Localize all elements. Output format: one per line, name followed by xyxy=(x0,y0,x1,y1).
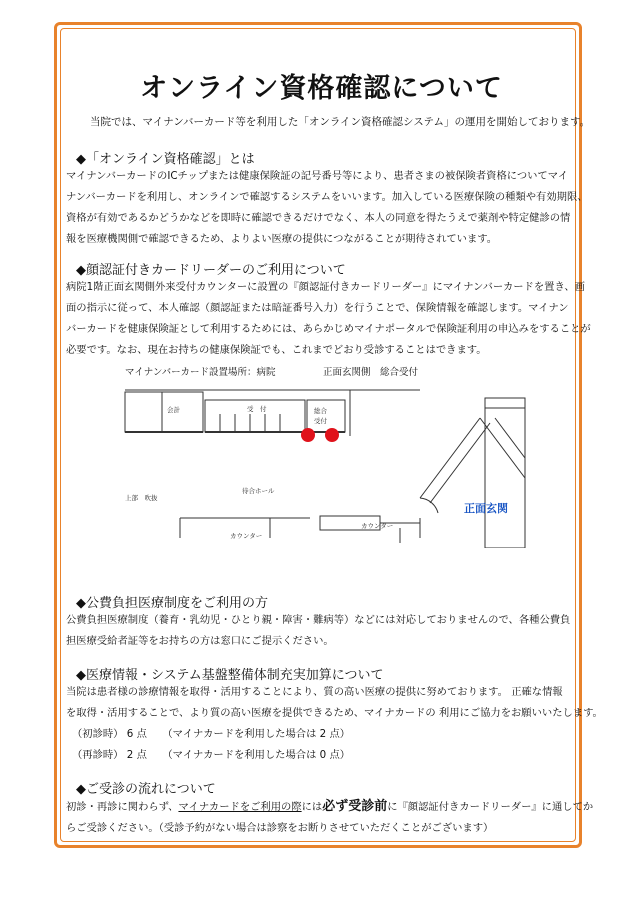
map-label-lobby: 上部 吹抜 xyxy=(125,494,158,502)
body-public xyxy=(66,610,576,652)
map-caption: マイナンバーカード設置場所：病院 正面玄関側 総合受付 xyxy=(125,367,418,378)
floor-map xyxy=(120,378,540,548)
about-line: ナンバーカードを利用し、オンラインで確認するシステムをいいます。加入している医療保険の種類や有効期限、 xyxy=(66,191,588,203)
fee-line: （再診時） 2 点 （マイナカードを利用した場合は 0 点） xyxy=(72,749,351,761)
flow-emphasis: 必ず受診前 xyxy=(322,799,388,814)
about-line: 報を医療機関側で確認できるため、よりよい医療の提供につながることが期待されています。 xyxy=(66,233,498,245)
heading-about: ◆「オンライン資格確認」とは xyxy=(76,152,255,167)
page-title: オンライン資格確認について xyxy=(140,73,503,104)
heading-fee: ◆医療情報・システム基盤整備体制充実加算について xyxy=(76,668,384,683)
intro-text: 当院では、マイナンバーカード等を利用した「オンライン資格確認システム」の運用を開始しております。 xyxy=(90,116,591,128)
reader-line: 必要です。なお、現在お持ちの健康保険証でも、これまでどおり受診することはできます。 xyxy=(66,344,487,356)
map-label-counter1: カウンター xyxy=(230,532,263,540)
public-line: 担医療受給者証等をお持ちの方は窓口にご提示ください。 xyxy=(66,635,334,647)
fee-line: 当院は患者様の診療情報を取得・活用することにより、質の高い医療の提供に努めております。 正確な情報 xyxy=(66,686,563,698)
flow-line-2: らご受診ください。（受診予約がない場合は診察をお断りさせていただくことがございます） xyxy=(66,822,494,834)
heading-reader: ◆顔認証付きカードリーダーのご利用について xyxy=(76,263,346,278)
reader-marker xyxy=(301,428,315,442)
public-line: 公費負担医療制度（養育・乳幼児・ひとり親・障害・難病等）などには対応しておりませんので、各種公費負 xyxy=(66,614,571,626)
map-label-entrance: 正面玄関 xyxy=(464,502,508,515)
map-label-sougou2: 受付 xyxy=(314,417,327,425)
about-line: 資格が有効であるかどうかなどを即時に確認できるだけでなく、本人の同意を得たうえで薬剤や特定健診の情 xyxy=(66,212,571,224)
body-reader xyxy=(66,277,591,361)
flow-text: 初診・再診に関わらず、 xyxy=(66,801,179,813)
map-label-sougou1: 総合 xyxy=(314,407,327,415)
reader-line: 病院1階正面玄関側外来受付カウンターに設置の『顔認証付きカードリーダー』にマイナンバーカードを置き、画 xyxy=(66,281,585,293)
map-label-uketsuke: 受 付 xyxy=(247,405,267,413)
fee-line: （初診時） 6 点 （マイナカードを利用した場合は 2 点） xyxy=(72,728,351,740)
about-line: マイナンバーカードのICチップまたは健康保険証の記号番号等により、患者さまの被保険者資格についてマイ xyxy=(66,170,569,182)
body-flow xyxy=(66,796,594,839)
map-label-machiai: 待合ホール xyxy=(242,487,275,495)
fee-line: を取得・活用することで、より質の高い医療を提供できるため、マイナカードの 利用にご協力をお願いいたします。 xyxy=(66,707,603,719)
body-about xyxy=(66,166,588,250)
flow-line-1 xyxy=(66,796,594,818)
flow-underline: マイナカードをご利用の際 xyxy=(178,801,302,813)
reader-marker xyxy=(325,428,339,442)
reader-line: バーカードを健康保険証として利用するためには、あらかじめマイナポータルで保険証利用の申込みをすることが xyxy=(66,323,591,335)
heading-public: ◆公費負担医療制度をご利用の方 xyxy=(76,596,268,611)
flow-text: には xyxy=(301,801,323,813)
heading-flow: ◆ご受診の流れについて xyxy=(76,782,216,797)
map-label-kaikei: 会計 xyxy=(167,406,180,414)
body-fee xyxy=(66,682,603,766)
reader-line: 面の指示に従って、本人確認（顔認証または暗証番号入力）を行うことで、保険情報を確認します。マイナン xyxy=(66,302,569,314)
map-label-counter2: カウンター xyxy=(361,522,394,530)
flow-text: に『顔認証付きカードリーダー』に通してか xyxy=(387,801,594,813)
